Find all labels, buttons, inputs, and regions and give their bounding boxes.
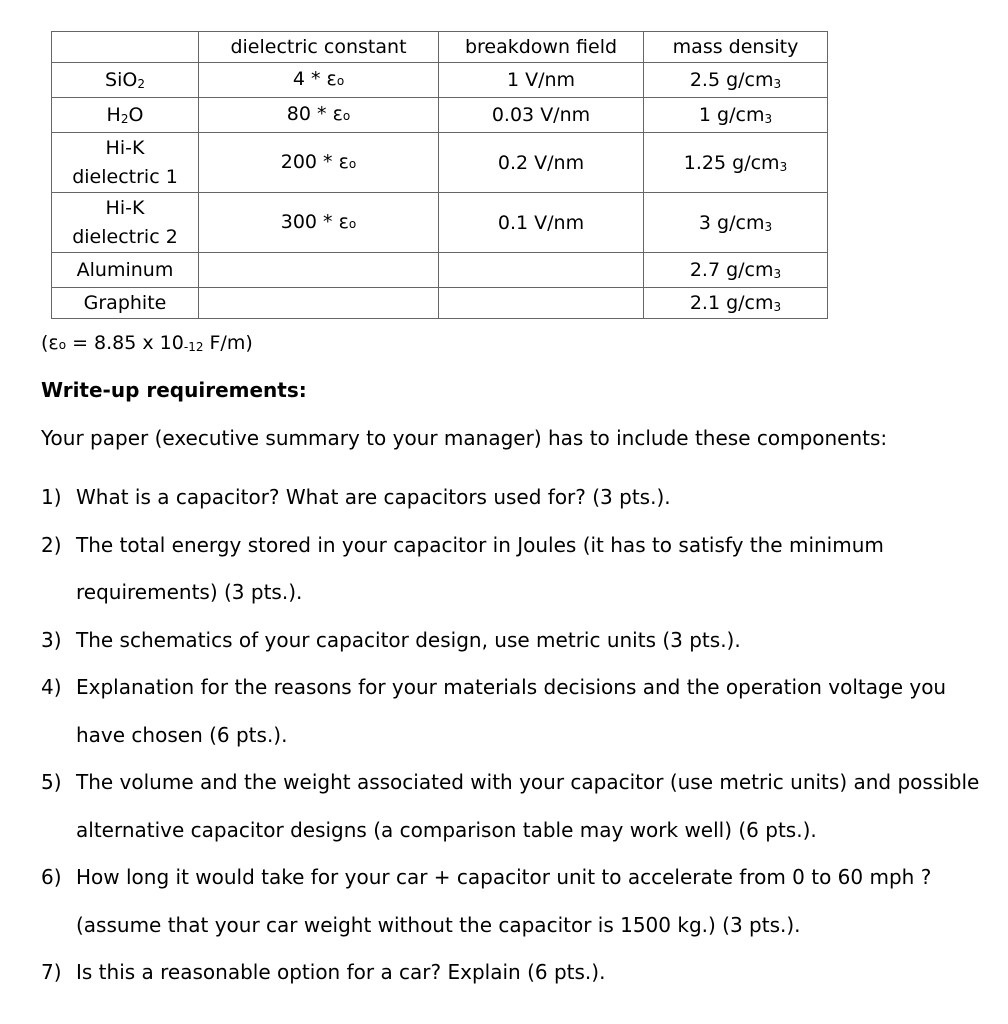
- item-number: 2): [41, 532, 62, 557]
- table-row: [52, 253, 828, 288]
- breakdown-cell: 0.1 V/nm: [439, 193, 644, 253]
- table-row: [52, 288, 828, 319]
- item-number: 5): [41, 770, 62, 794]
- item-number: 7): [41, 960, 62, 984]
- item-text: The volume and the weight associated with your capacitor (use metric units) and possible alternative capacitor designs (a comparison table may work well) (6 pts.).: [76, 770, 980, 842]
- header-cell: dielectric constant: [199, 32, 439, 63]
- item-text: Is this a reasonable option for a car? Explain (6 pts.).: [76, 960, 606, 984]
- item-text: The schematics of your capacitor design, use metric units (3 pts.).: [76, 627, 741, 652]
- list-item: [41, 759, 981, 854]
- list-item: [41, 474, 981, 522]
- dielectric-cell: 4 * εo: [199, 63, 439, 98]
- density-cell: 2.5 $g/cm_3$: [644, 63, 828, 98]
- item-number: 4): [41, 675, 62, 699]
- dielectric-cell: 80 * εo: [199, 98, 439, 133]
- intro-text: Your paper (executive summary to your manager) has to include these components:: [41, 426, 888, 450]
- material-cell: Hi-K dielectric 1: [52, 133, 199, 193]
- list-item: [41, 617, 981, 665]
- material-cell: Aluminum: [52, 253, 199, 288]
- breakdown-cell: [439, 288, 644, 319]
- list-item: [41, 854, 981, 949]
- list-item: [41, 949, 981, 997]
- material-cell: SiO$_2$: [52, 63, 199, 98]
- breakdown-cell: 0.03 V/nm: [439, 98, 644, 133]
- dielectric-cell: 300 * εo: [199, 193, 439, 253]
- density-cell: 1.25 $g/cm_3$: [644, 133, 828, 193]
- table-row: [52, 133, 828, 193]
- item-text: What is a capacitor? What are capacitors used for? (3 pts.).: [76, 485, 671, 509]
- dielectric-cell: [199, 288, 439, 319]
- table-row: [52, 98, 828, 133]
- material-cell: $H_2O$: [52, 98, 199, 133]
- permittivity-note: (εo = 8.85 x $10_{-12}$ F/m): [41, 332, 253, 354]
- density-cell: 2.1 $g/cm_3$: [644, 288, 828, 319]
- density-cell: 3 $g/cm_3$: [644, 193, 828, 253]
- breakdown-cell: 0.2 V/nm: [439, 133, 644, 193]
- materials-table: [51, 31, 828, 319]
- dielectric-cell: [199, 253, 439, 288]
- item-text: The total energy stored in your capacitor in Joules (it has to satisfy the minimum requirements) (3 pts.).: [76, 532, 884, 604]
- requirements-list: [41, 474, 981, 997]
- breakdown-cell: 1 V/nm: [439, 63, 644, 98]
- item-number: 3): [41, 627, 62, 652]
- table-header-row: [52, 32, 828, 63]
- writeup-heading: Write-up requirements:: [41, 378, 307, 402]
- item-number: 1): [41, 485, 62, 509]
- table-row: [52, 63, 828, 98]
- density-cell: 2.7 $g/cm_3$: [644, 253, 828, 288]
- density-cell: 1 $g/cm_3$: [644, 98, 828, 133]
- table-row: [52, 193, 828, 253]
- material-cell: Graphite: [52, 288, 199, 319]
- material-cell: Hi-K dielectric 2: [52, 193, 199, 253]
- dielectric-cell: 200 * εo: [199, 133, 439, 193]
- item-text: Explanation for the reasons for your materials decisions and the operation voltage you have chosen (6 pts.).: [76, 675, 947, 747]
- header-cell: mass density: [644, 32, 828, 63]
- item-text: How long it would take for your car + capacitor unit to accelerate from 0 to 60 mph ? (assume that your car weight without the capacitor is 1500 kg.) (3 pts.).: [76, 865, 932, 937]
- list-item: [41, 664, 981, 759]
- header-cell: breakdown field: [439, 32, 644, 63]
- header-cell: [52, 32, 199, 63]
- breakdown-cell: [439, 253, 644, 288]
- item-number: 6): [41, 865, 62, 889]
- list-item: [41, 522, 981, 617]
